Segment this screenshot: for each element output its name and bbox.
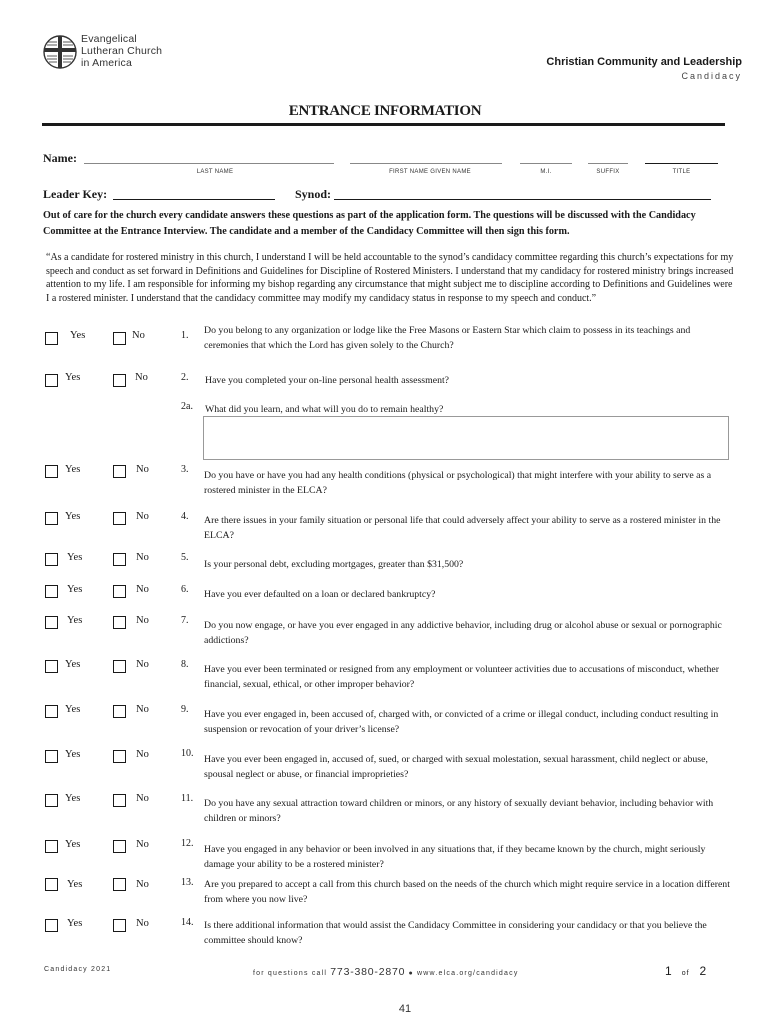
page-current: 1 <box>665 964 672 978</box>
title-caption: TITLE <box>672 169 691 175</box>
middle-initial-field[interactable] <box>520 163 572 164</box>
question-8-number: 7. <box>181 615 189 626</box>
question-6-number: 5. <box>181 552 189 563</box>
header-subtitle: Candidacy <box>681 71 742 81</box>
question-4-no-label: No <box>136 464 149 475</box>
page-number: 41 <box>398 1003 412 1015</box>
question-12-no-label: No <box>136 793 149 804</box>
question-12-yes-label: Yes <box>65 793 81 804</box>
question-13-yes-label: Yes <box>65 839 81 850</box>
question-13-yes-checkbox[interactable] <box>45 840 58 853</box>
question-9-no-checkbox[interactable] <box>113 660 126 673</box>
question-8-yes-checkbox[interactable] <box>45 616 58 629</box>
question-3-number: 2a. <box>181 401 193 412</box>
question-4-no-checkbox[interactable] <box>113 465 126 478</box>
question-11-yes-checkbox[interactable] <box>45 750 58 763</box>
question-1-no-label: No <box>132 330 145 341</box>
question-11-yes-label: Yes <box>65 749 81 760</box>
question-10-text: Have you ever engaged in, been accused of, charged with, or convicted of a crime or illegal conduct, including conduct resulting in suspension or revocation of your driver’s license? <box>204 709 719 735</box>
question-12-text: Do you have any sexual attraction toward children or minors, or any history of sexually deviant behavior, including behavior with children or minors? <box>204 798 714 824</box>
question-8-text: Do you now engage, or have you ever engaged in any addictive behavior, including drug or alcohol abuse or sexual or pornographic addictions? <box>204 620 722 646</box>
name-label: Name: <box>43 151 77 165</box>
footer-contact <box>253 966 519 978</box>
candidate-statement: “As a candidate for rostered ministry in this church, I understand I will be held accountable to the synod’s candidacy committee regarding this church’s expectations for my speech and conduct as set forward in Definitions and Guidelines for Discipline of Rostered Ministers. I understand that my candidacy for rostered ministry brings increased attention to my life. I am responsible for informing my bishop regarding any circumstance that might subject me to discipline according to Definitions and Guidelines were I a rostered minister. I understand that the candidacy committee may modify my candidacy status in response to my speech and conduct.” <box>46 252 734 304</box>
question-2-text: Have you completed your on-line personal health assessment? <box>205 375 450 386</box>
elca-cross-logo-icon <box>42 34 78 70</box>
footer-web: ● www.elca.org/candidacy <box>408 970 519 977</box>
org-name-line3: in America <box>81 57 133 69</box>
question-15-no-checkbox[interactable] <box>113 919 126 932</box>
question-15-yes-checkbox[interactable] <box>45 919 58 932</box>
question-6-text: Is your personal debt, excluding mortgages, greater than $31,500? <box>204 559 464 570</box>
question-1-number: 1. <box>181 330 189 341</box>
question-7-number: 6. <box>181 584 189 595</box>
question-9-yes-checkbox[interactable] <box>45 660 58 673</box>
question-4-yes-label: Yes <box>65 464 81 475</box>
question-9-number: 8. <box>181 659 189 670</box>
question-9-text: Have you ever been terminated or resigned from any employment or volunteer activities due to accusations of misconduct, whether financial, sexual, ethical, or other improper behavior? <box>204 664 719 690</box>
question-12-no-checkbox[interactable] <box>113 794 126 807</box>
question-10-no-label: No <box>136 704 149 715</box>
question-10-no-checkbox[interactable] <box>113 705 126 718</box>
question-10-number: 9. <box>181 704 189 715</box>
leader-key-label: Leader Key: <box>43 187 108 201</box>
question-2-yes-label: Yes <box>65 372 81 383</box>
question-11-text: Have you ever been engaged in, accused of, sued, or charged with sexual molestation, sexual harassment, child neglect or abuse, spousal neglect or abuse, or financial improprieties? <box>204 754 708 780</box>
question-1-no-checkbox[interactable] <box>113 332 126 345</box>
question-13-no-label: No <box>136 839 149 850</box>
header-title: Christian Community and Leadership <box>546 56 742 68</box>
question-6-yes-checkbox[interactable] <box>45 553 58 566</box>
question-9-yes-label: Yes <box>65 659 81 670</box>
question-7-yes-label: Yes <box>67 584 83 595</box>
question-12-yes-checkbox[interactable] <box>45 794 58 807</box>
question-15-no-label: No <box>136 918 149 929</box>
question-15-yes-label: Yes <box>67 918 83 929</box>
question-14-no-label: No <box>136 879 149 890</box>
org-name-line2: Lutheran Church <box>81 45 163 57</box>
question-12-number: 11. <box>181 793 194 804</box>
question-14-no-checkbox[interactable] <box>113 878 126 891</box>
first-name-caption: FIRST NAME GIVEN NAME <box>389 169 471 175</box>
question-7-yes-checkbox[interactable] <box>45 585 58 598</box>
middle-initial-caption: M.I. <box>540 169 552 175</box>
question-14-number: 13. <box>181 877 194 888</box>
suffix-field[interactable] <box>588 163 628 164</box>
org-name-line1: Evangelical <box>81 33 137 45</box>
question-6-yes-label: Yes <box>67 552 83 563</box>
question-5-yes-label: Yes <box>65 511 81 522</box>
question-5-text: Are there issues in your family situation or personal life that could adversely affect your ability to serve as a rostered minister in the ELCA? <box>204 515 721 541</box>
question-4-yes-checkbox[interactable] <box>45 465 58 478</box>
question-9-no-label: No <box>136 659 149 670</box>
question-2-no-checkbox[interactable] <box>113 374 126 387</box>
question-2-yes-checkbox[interactable] <box>45 374 58 387</box>
leader-key-field[interactable] <box>113 199 275 200</box>
header-right <box>546 56 742 81</box>
question-6-no-label: No <box>136 552 149 563</box>
question-8-yes-label: Yes <box>67 615 83 626</box>
first-name-field[interactable] <box>350 163 502 164</box>
page-total: 2 <box>699 964 707 978</box>
question-1-yes-label: Yes <box>70 330 86 341</box>
question-5-number: 4. <box>181 511 189 522</box>
question-2-no-label: No <box>135 372 148 383</box>
org-name <box>81 33 162 69</box>
last-name-caption: LAST NAME <box>196 169 234 175</box>
footer-questions-prefix: for questions call <box>253 970 328 977</box>
question-7-no-checkbox[interactable] <box>113 585 126 598</box>
question-10-yes-checkbox[interactable] <box>45 705 58 718</box>
question-10-yes-label: Yes <box>65 704 81 715</box>
question-15-text: Is there additional information that would assist the Candidacy Committee in considering your candidacy or that you believe the committee should know? <box>204 920 707 946</box>
synod-field[interactable] <box>334 199 711 200</box>
title-field[interactable] <box>645 163 718 164</box>
question-1-yes-checkbox[interactable] <box>45 332 58 345</box>
question-8-no-label: No <box>136 615 149 626</box>
question-3-text: What did you learn, and what will you do to remain healthy? <box>205 404 444 415</box>
question-13-no-checkbox[interactable] <box>113 840 126 853</box>
footer-phone: 773-380-2870 <box>330 966 406 978</box>
health-answer-textarea[interactable] <box>203 416 729 460</box>
question-8-no-checkbox[interactable] <box>113 616 126 629</box>
question-14-yes-label: Yes <box>67 879 83 890</box>
question-13-number: 12. <box>181 838 194 849</box>
question-11-number: 10. <box>181 748 194 759</box>
question-11-no-label: No <box>136 749 149 760</box>
question-1-text: Do you belong to any organization or lodge like the Free Masons or Eastern Star which claim to possess in its teachings and ceremonies that which the Lord has given solely to the Church? <box>204 325 691 351</box>
question-5-no-label: No <box>136 511 149 522</box>
question-7-no-label: No <box>136 584 149 595</box>
question-7-text: Have you ever defaulted on a loan or declared bankruptcy? <box>204 589 436 600</box>
question-11-no-checkbox[interactable] <box>113 750 126 763</box>
question-13-text: Have you engaged in any behavior or been involved in any situations that, if they became known by the church, might seriously damage your ability to be a rostered minister? <box>204 844 706 870</box>
question-5-yes-checkbox[interactable] <box>45 512 58 525</box>
footer-pagination <box>665 964 706 978</box>
question-6-no-checkbox[interactable] <box>113 553 126 566</box>
document-title: ENTRANCE INFORMATION <box>288 103 482 119</box>
last-name-field[interactable] <box>84 163 334 164</box>
question-2-number: 2. <box>181 372 189 383</box>
question-5-no-checkbox[interactable] <box>113 512 126 525</box>
title-rule <box>42 123 725 126</box>
question-14-yes-checkbox[interactable] <box>45 878 58 891</box>
footer-form-id: Candidacy 2021 <box>44 966 112 973</box>
question-4-text: Do you have or have you had any health conditions (physical or psychological) that might interfere with your ability to serve as a rostered minister in the ELCA? <box>204 470 712 496</box>
page-of: of <box>681 970 690 977</box>
question-4-number: 3. <box>181 464 189 475</box>
synod-label: Synod: <box>295 187 332 201</box>
intro-text: Out of care for the church every candidate answers these questions as part of the application form. The questions will be discussed with the Candidacy Committee at the Entrance Interview. The candidate and a member of the Candidacy Committee will then sign this form. <box>43 210 696 237</box>
question-14-text: Are you prepared to accept a call from this church based on the needs of the church which might require service in a location different from where you now live? <box>204 879 730 905</box>
suffix-caption: SUFFIX <box>596 169 620 175</box>
question-15-number: 14. <box>181 917 194 928</box>
